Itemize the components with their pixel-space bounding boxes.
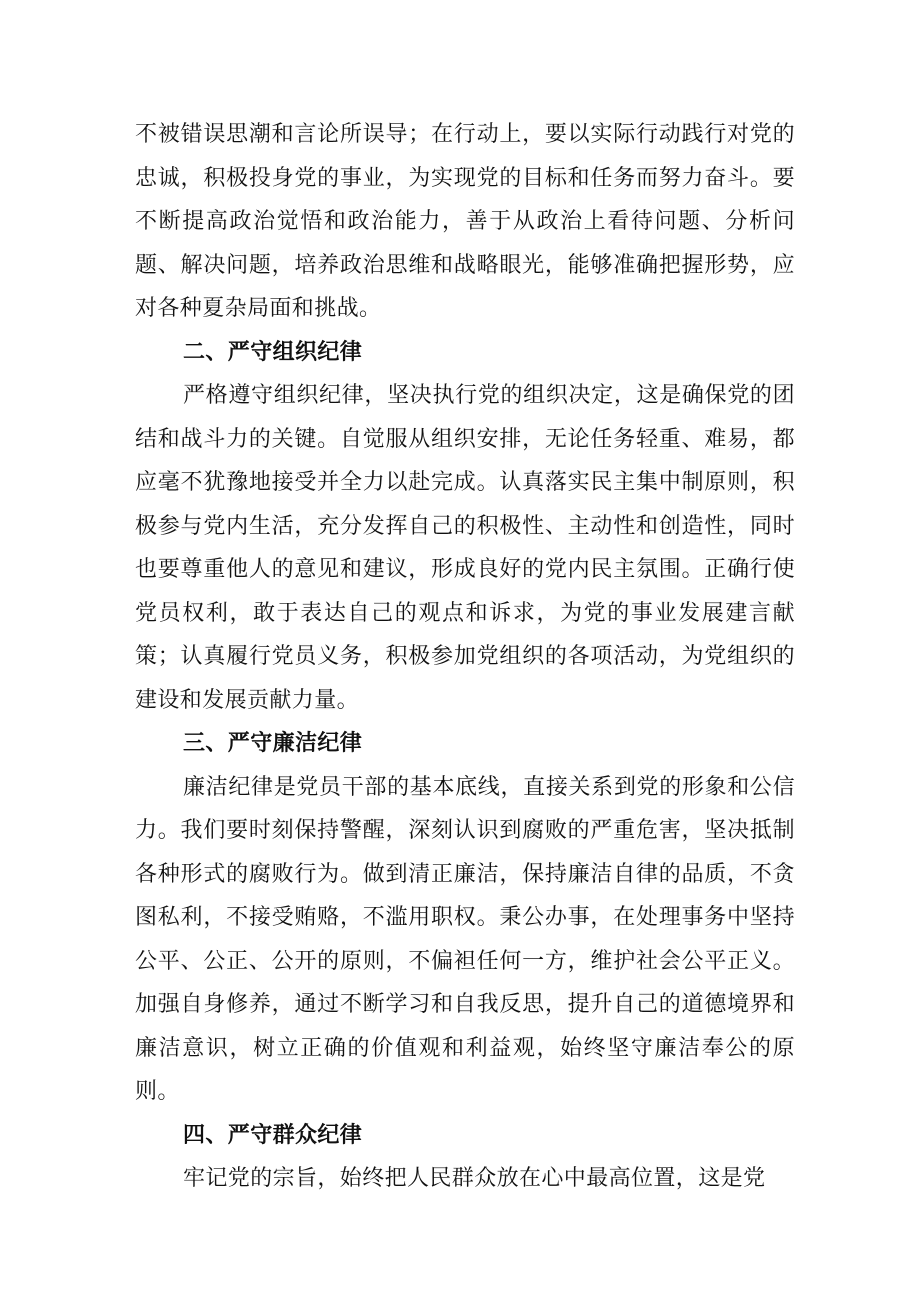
paragraph-mass-discipline: 牢记党的宗旨，始终把人民群众放在心中最高位置，这是党 — [183, 1166, 766, 1191]
paragraph-organizational-discipline: 严格遵守组织纪律，坚决执行党的组织决定，这是确保党的团结和战斗力的关键。自觉服从组织安排，无论任务轻重、难易，都应毫不犹豫地接受并全力以赴完成。认真落实民主集中制原则，积极参与党内生活，充分发挥自己的积极性、主动性和创造性，同时也要尊重他人的意见和建议，形成良好的党内民主氛围。正确行使党员权利，敢于表达自己的观点和诉求，为党的事业发展建言献策；认真履行党员义务，积极参加党组织的各项活动，为党组织的建设和发展贡献力量。 — [135, 383, 795, 713]
paragraph-integrity-discipline: 廉洁纪律是党员干部的基本底线，直接关系到党的形象和公信力。我们要时刻保持警醒，深刻认识到腐败的严重危害，坚决抵制各种形式的腐败行为。做到清正廉洁，保持廉洁自律的品质，不贪图私利，不接受贿赂，不滥用职权。秉公办事，在处理事务中坚持公平、公正、公开的原则，不偏袒任何一方，维护社会公平正义。加强自身修养，通过不断学习和自我反思，提升自己的道德境界和廉洁意识，树立正确的价值观和利益观，始终坚守廉洁奉公的原则。 — [135, 774, 795, 1104]
section-heading-organizational-discipline: 二、严守组织纪律 — [183, 339, 363, 365]
paragraph-political-continued: 不被错误思潮和言论所误导；在行动上，要以实际行动践行对党的忠诚，积极投身党的事业，为实现党的目标和任务而努力奋斗。要不断提高政治觉悟和政治能力，善于从政治上看待问题、分析问题、解决问题，培养政治思维和战略眼光，能够准确把握形势，应对各种夏杂局面和挑战。 — [135, 122, 795, 321]
section-heading-mass-discipline: 四、严守群众纪律 — [183, 1122, 363, 1148]
document-body — [135, 113, 795, 1201]
section-heading-integrity-discipline: 三、严守廉洁纪律 — [183, 731, 363, 756]
